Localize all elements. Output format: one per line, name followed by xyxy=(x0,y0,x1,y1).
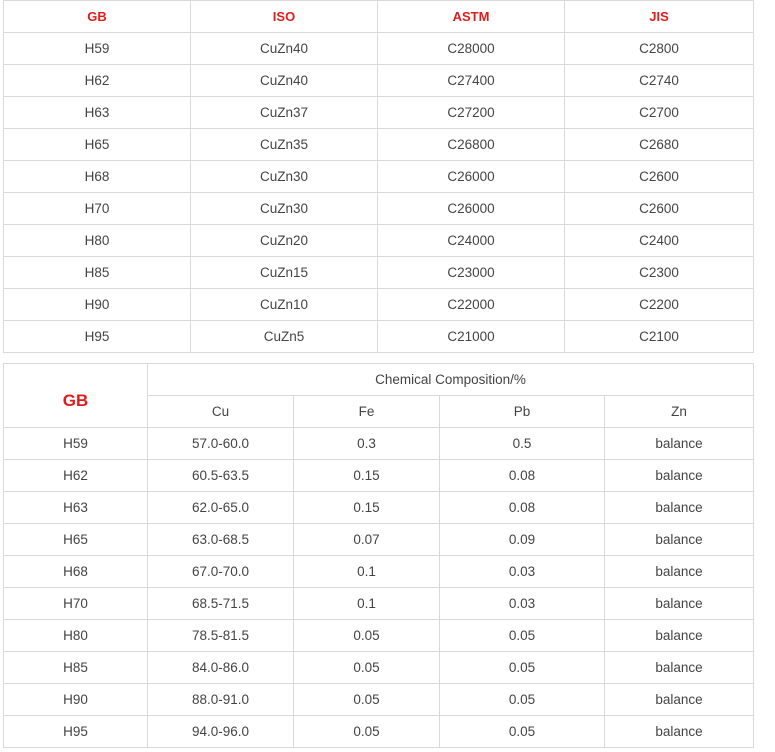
table-row xyxy=(4,588,754,620)
table-row xyxy=(4,289,754,321)
table-row xyxy=(4,129,754,161)
table-cell: H62 xyxy=(4,65,191,97)
table-cell: C27400 xyxy=(378,65,565,97)
table-cell: 94.0-96.0 xyxy=(148,716,294,748)
table-cell: balance xyxy=(605,652,754,684)
table-cell: CuZn37 xyxy=(191,97,378,129)
table-cell: 0.5 xyxy=(440,428,605,460)
table-cell: C26800 xyxy=(378,129,565,161)
table-cell: C23000 xyxy=(378,257,565,289)
table-cell: CuZn10 xyxy=(191,289,378,321)
table-row xyxy=(4,652,754,684)
subheader-pb: Pb xyxy=(440,396,605,428)
table-cell: C26000 xyxy=(378,161,565,193)
table-cell: C26000 xyxy=(378,193,565,225)
table-cell: C2700 xyxy=(565,97,754,129)
table-row xyxy=(4,460,754,492)
table-cell: H85 xyxy=(4,652,148,684)
table-cell: balance xyxy=(605,524,754,556)
table-cell: 0.08 xyxy=(440,460,605,492)
subheader-cu: Cu xyxy=(148,396,294,428)
table-row xyxy=(4,33,754,65)
table-row xyxy=(4,97,754,129)
table-cell: 0.05 xyxy=(440,620,605,652)
table-cell: balance xyxy=(605,620,754,652)
table-cell: H59 xyxy=(4,33,191,65)
table-cell: H70 xyxy=(4,193,191,225)
table-row xyxy=(4,716,754,748)
table-row xyxy=(4,684,754,716)
table-cell: H63 xyxy=(4,97,191,129)
table-cell: C2740 xyxy=(565,65,754,97)
table-cell: 0.08 xyxy=(440,492,605,524)
table-cell: balance xyxy=(605,428,754,460)
table-cell: balance xyxy=(605,716,754,748)
table-cell: balance xyxy=(605,588,754,620)
table-cell: H80 xyxy=(4,620,148,652)
table-cell: C2300 xyxy=(565,257,754,289)
table-cell: H65 xyxy=(4,524,148,556)
table-cell: H80 xyxy=(4,225,191,257)
subheader-fe: Fe xyxy=(294,396,440,428)
table-cell: balance xyxy=(605,684,754,716)
table-row xyxy=(4,492,754,524)
table-cell: balance xyxy=(605,460,754,492)
table-cell: H65 xyxy=(4,129,191,161)
table-cell: CuZn40 xyxy=(191,65,378,97)
composition-group-header: Chemical Composition/% xyxy=(148,364,754,396)
table-row xyxy=(4,556,754,588)
table-cell: CuZn15 xyxy=(191,257,378,289)
header-gb: GB xyxy=(4,1,191,33)
table-cell: CuZn40 xyxy=(191,33,378,65)
table-cell: H95 xyxy=(4,716,148,748)
table-cell: 62.0-65.0 xyxy=(148,492,294,524)
table-cell: 0.05 xyxy=(294,684,440,716)
table-row xyxy=(4,65,754,97)
header-jis: JIS xyxy=(565,1,754,33)
table-cell: CuZn5 xyxy=(191,321,378,353)
table-cell: C2600 xyxy=(565,193,754,225)
table-cell: H95 xyxy=(4,321,191,353)
table-cell: 0.15 xyxy=(294,492,440,524)
table-cell: 0.07 xyxy=(294,524,440,556)
table-row xyxy=(4,524,754,556)
table-cell: H59 xyxy=(4,428,148,460)
table-cell: CuZn30 xyxy=(191,193,378,225)
table-cell: C2200 xyxy=(565,289,754,321)
table-cell: 57.0-60.0 xyxy=(148,428,294,460)
table-cell: C2600 xyxy=(565,161,754,193)
table-cell: 63.0-68.5 xyxy=(148,524,294,556)
table-cell: 88.0-91.0 xyxy=(148,684,294,716)
standards-table-body xyxy=(4,33,754,353)
table-cell: 0.05 xyxy=(440,684,605,716)
table-cell: 0.05 xyxy=(440,652,605,684)
table-cell: 0.05 xyxy=(294,620,440,652)
table-row xyxy=(4,257,754,289)
table-cell: H62 xyxy=(4,460,148,492)
table-cell: 0.09 xyxy=(440,524,605,556)
table-cell: H90 xyxy=(4,684,148,716)
header-iso: ISO xyxy=(191,1,378,33)
table-cell: 0.05 xyxy=(294,716,440,748)
table-row xyxy=(4,321,754,353)
table-cell: 0.1 xyxy=(294,588,440,620)
table-row xyxy=(4,428,754,460)
table-cell: 84.0-86.0 xyxy=(148,652,294,684)
table-cell: C24000 xyxy=(378,225,565,257)
chemical-composition-table xyxy=(3,363,754,748)
table-cell: C28000 xyxy=(378,33,565,65)
standards-header-row xyxy=(4,1,754,33)
table-row xyxy=(4,161,754,193)
table-cell: CuZn35 xyxy=(191,129,378,161)
table-cell: H85 xyxy=(4,257,191,289)
table-cell: 0.03 xyxy=(440,556,605,588)
table-cell: 0.05 xyxy=(294,652,440,684)
table-cell: 78.5-81.5 xyxy=(148,620,294,652)
composition-table-body xyxy=(4,428,754,748)
table-cell: C21000 xyxy=(378,321,565,353)
table-cell: 0.1 xyxy=(294,556,440,588)
table-cell: 0.3 xyxy=(294,428,440,460)
table-cell: 60.5-63.5 xyxy=(148,460,294,492)
table-cell: H63 xyxy=(4,492,148,524)
table-cell: H90 xyxy=(4,289,191,321)
table-cell: balance xyxy=(605,492,754,524)
table-row xyxy=(4,225,754,257)
composition-header-gb: GB xyxy=(4,364,148,428)
table-cell: C2680 xyxy=(565,129,754,161)
table-cell: H68 xyxy=(4,556,148,588)
table-cell: C27200 xyxy=(378,97,565,129)
table-cell: balance xyxy=(605,556,754,588)
table-cell: C22000 xyxy=(378,289,565,321)
table-cell: 0.15 xyxy=(294,460,440,492)
standards-comparison-table xyxy=(3,0,754,353)
table-cell: H68 xyxy=(4,161,191,193)
table-cell: C2800 xyxy=(565,33,754,65)
table-row xyxy=(4,193,754,225)
table-row xyxy=(4,620,754,652)
table-cell: CuZn20 xyxy=(191,225,378,257)
table-cell: 67.0-70.0 xyxy=(148,556,294,588)
header-astm: ASTM xyxy=(378,1,565,33)
subheader-zn: Zn xyxy=(605,396,754,428)
table-cell: 0.05 xyxy=(440,716,605,748)
table-cell: C2100 xyxy=(565,321,754,353)
table-cell: H70 xyxy=(4,588,148,620)
table-cell: 68.5-71.5 xyxy=(148,588,294,620)
composition-group-header-row xyxy=(4,364,754,396)
table-cell: 0.03 xyxy=(440,588,605,620)
table-cell: CuZn30 xyxy=(191,161,378,193)
table-cell: C2400 xyxy=(565,225,754,257)
